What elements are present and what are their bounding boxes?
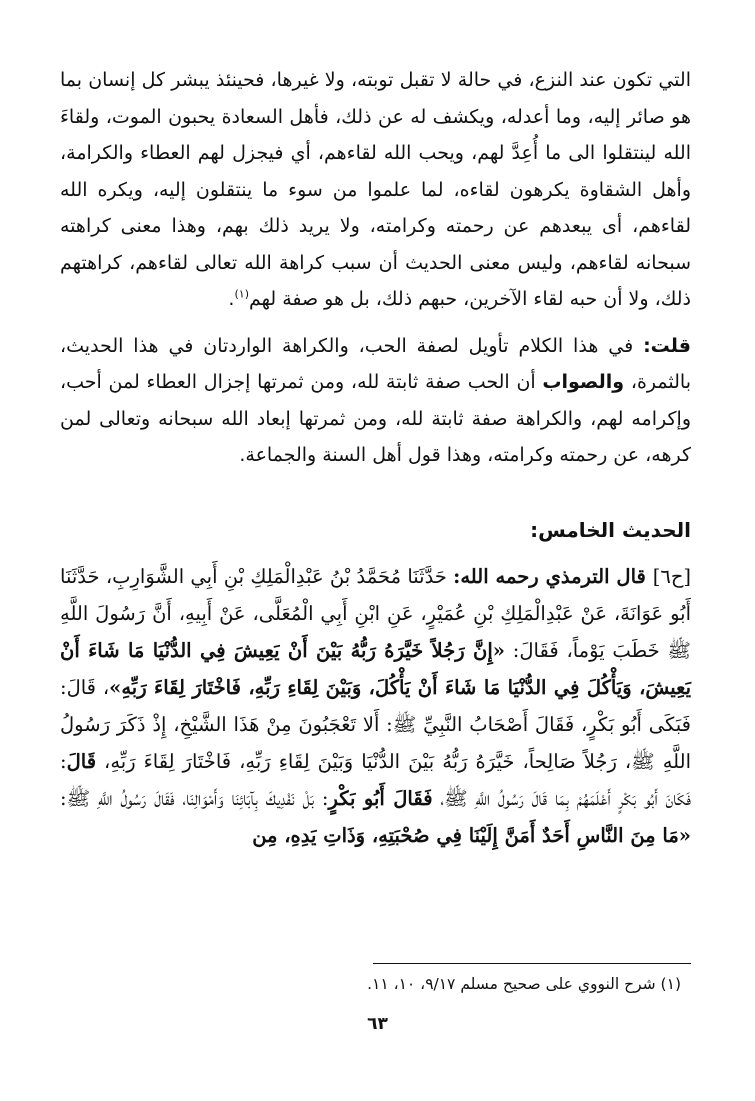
hadith-bold-qala: قَالَ — [66, 749, 97, 773]
paragraph-commentary — [60, 62, 691, 318]
footnote-divider — [373, 963, 691, 964]
paragraph-1-text: التي تكون عند النزع، في حالة لا تقبل توبته، ولا غيرها، فحينئذ يبشر كل إنسان بما هو صائر إليه، وما أعدله، ويكشف له عن ذلك، فأهل السعادة يحبون الموت، ولقاءَ الله لينتقلوا الى ما أُعِدَّ لهم، ويحب الله لقاءهم، أي فيجزل لهم العطاء والكرامة، وأهل الشقاوة يكرهون لقاءه، لما علموا من سوء ما ينتقلون إليه، ويكره الله لقاءهم، أى يبعدهم عن رحمته وكرامته، ولا يريد ذلك بهم، وهذا معنى كراهته سبحانه لقاءهم، وليس معنى الحديث أن سبب كراهة الله تعالى لقاءهم، كراهتهم ذلك، ولا أن حبه لقاء الآخرين، حبهم ذلك، بل هو صفة لهم — [60, 69, 691, 310]
paragraph-1-end: . — [228, 288, 235, 310]
hadith-text — [60, 558, 691, 854]
hadith-text-1: ، قَالَ: فَبَكَى أَبُو بَكْرٍ، فَقَالَ أَصْحَابُ النَّبِيِّ ﷺ: أَلا تَعْجَبُونَ مِنْ هَذَا الشَّيْخِ، إِذْ ذَكَرَ رَسُولُ اللَّهِ ﷺ، رَجُلاً صَالِحاً، خَيَّرَهُ رَبُّهُ بَيْنَ الدُّنْيَا وَبَيْنَ لِقَاءِ رَبِّهِ، فَاخْتَارَ لِقَاءَ رَبِّهِ، — [60, 675, 691, 773]
hadith-bold-abu-bakr: فَقَالَ أَبُو بَكْرٍ — [328, 786, 433, 810]
hadith-text-2: : فَكَانَ أَبُو بَكْرٍ أَعْلَمَهُمْ بِمَا قَالَ رَسُولُ اللَّهِ ﷺ، — [60, 749, 691, 810]
paragraph-2-part1: في هذا الكلام تأويل لصفة الحب، والكراهة الواردتان في هذا الحديث، بالثمرة، — [60, 334, 691, 393]
hadith-quote-2: «مَا مِنَ النَّاسِ أَحَدٌ أَمَنَّ إِلَيْنَا فِي صُحْبَتِهِ، وَذَاتِ يَدِهِ، مِن — [252, 823, 691, 847]
sawab-word: والصواب — [542, 371, 625, 393]
paragraph-qultu — [60, 328, 691, 474]
qultu-label: قلت: — [643, 334, 691, 357]
paragraph-2-part2: أن الحب صفة ثابتة لله، ومن ثمرتها إجزال العطاء لمن أحب، وإكرامه لهم، والكراهة صفة ثابتة لله، ومن ثمرتها إبعاد الله سبحانه وتعالى لمن كرهه، عن رحمته وكرامته، وهذا قول أهل السنة والجماعة. — [60, 371, 691, 466]
page-number: ٦٣ — [367, 1014, 388, 1034]
hadith-intro: قال الترمذي رحمه الله: — [453, 564, 653, 588]
footnote: (١) شرح النووي على صحيح مسلم ٩/١٧، ١٠، ١١. — [367, 975, 681, 993]
hadith-text-3: : بَلْ نَفْدِيكَ بِآبَائِنَا وَأَمْوَالِنَا، فَقَالَ رَسُولُ اللَّهِ ﷺ: — [60, 786, 329, 810]
footnote-reference: (١) — [234, 287, 249, 301]
hadith-number: [ح٦] — [652, 564, 692, 588]
section-heading: الحديث الخامس: — [530, 517, 691, 542]
page-body — [60, 62, 691, 854]
hadith-quote-1: «إِنَّ رَجُلاً خَيَّرَهُ رَبُّهُ بَيْنَ أَنْ يَعِيشَ فِي الدُّنْيَا مَا شَاءَ أَنْ يَعِيشَ، وَيَأْكُلَ فِي الدُّنْيَا مَا شَاءَ أَنْ يَأْكُلَ، وَبَيْنَ لِقَاءِ رَبِّهِ، فَاخْتَارَ لِقَاءَ رَبِّهِ» — [60, 638, 691, 699]
hadith-chain: حَدَّثَنَا مُحَمَّدُ بْنُ عَبْدِالْمَلِكِ بْنِ أَبِي الشَّوَارِبِ، حَدَّثَنَا أَبُو عَوَانَةَ، عَنْ عَبْدِالْمَلِكِ بْنِ عُمَيْرٍ، عَنِ ابْنِ أَبِي الْمُعَلَّى، عَنْ أَبِيهِ، أَنَّ رَسُولَ اللَّهِ ﷺ خَطَبَ يَوْماً، فَقَالَ: — [60, 564, 691, 662]
